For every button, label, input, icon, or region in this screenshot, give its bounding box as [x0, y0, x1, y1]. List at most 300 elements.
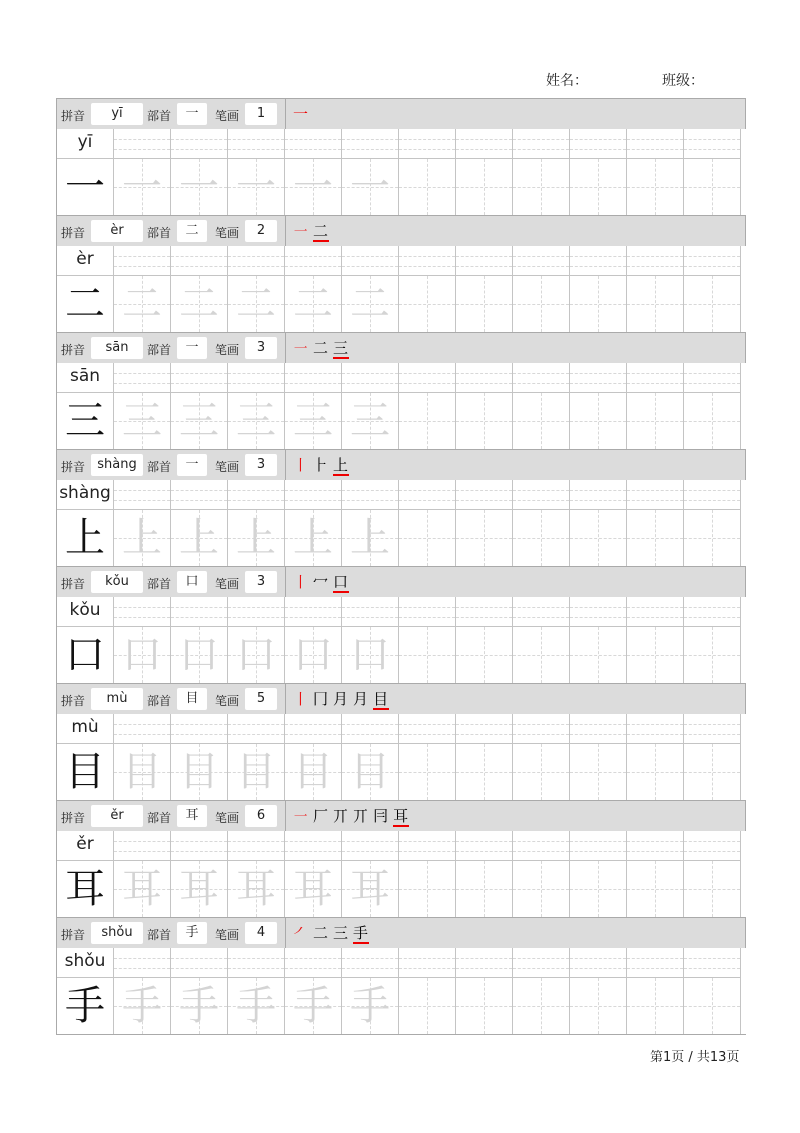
pinyin-practice-cell[interactable]	[342, 948, 399, 978]
guide-line	[684, 304, 740, 305]
pinyin-practice-cell[interactable]	[684, 480, 741, 510]
trace-cell[interactable]	[285, 159, 342, 215]
pinyin-practice-cell[interactable]	[285, 480, 342, 510]
pinyin-practice-cell[interactable]	[171, 363, 228, 393]
blank-practice-cell[interactable]	[399, 627, 456, 683]
guide-line	[570, 421, 626, 422]
info-row	[56, 567, 746, 597]
pinyin-practice-cell[interactable]	[513, 363, 570, 393]
stroke-step-base: 冖	[313, 573, 330, 591]
pinyin-cell	[57, 831, 114, 861]
pinyin-practice-cell[interactable]	[285, 363, 342, 393]
blank-practice-cell[interactable]	[684, 276, 741, 332]
strokes-label: 笔画	[215, 577, 240, 591]
pinyin-practice-cell[interactable]	[228, 480, 285, 510]
blank-practice-cell[interactable]	[627, 627, 684, 683]
character-block	[56, 801, 746, 918]
stroke-step	[333, 690, 349, 708]
pinyin-practice-cell[interactable]	[456, 597, 513, 627]
pinyin-practice-cell[interactable]	[342, 831, 399, 861]
trace-cell[interactable]	[114, 393, 171, 449]
trace-cell[interactable]	[228, 861, 285, 917]
trace-cell[interactable]	[114, 510, 171, 566]
blank-practice-cell[interactable]	[456, 393, 513, 449]
pinyin-practice-cell[interactable]	[684, 129, 741, 159]
pinyin-practice-cell[interactable]	[342, 480, 399, 510]
trace-character: 口	[350, 632, 390, 678]
pinyin-practice-cell[interactable]	[399, 363, 456, 393]
pinyin-practice-cell[interactable]	[228, 129, 285, 159]
trace-cell[interactable]	[114, 627, 171, 683]
pinyin-practice-cell[interactable]	[399, 246, 456, 276]
blank-practice-cell[interactable]	[627, 510, 684, 566]
character-block	[56, 567, 746, 684]
pinyin-practice-cell[interactable]	[570, 246, 627, 276]
blank-practice-cell[interactable]	[684, 744, 741, 800]
stroke-step	[333, 807, 349, 825]
pinyin-practice-cell[interactable]	[342, 597, 399, 627]
blank-practice-cell[interactable]	[627, 276, 684, 332]
pinyin-practice-cell[interactable]	[627, 363, 684, 393]
trace-cell[interactable]	[342, 510, 399, 566]
radical-value: 一	[177, 103, 207, 125]
trace-cell[interactable]	[285, 861, 342, 917]
radical-value: 手	[177, 922, 207, 944]
trace-cell[interactable]	[228, 978, 285, 1034]
model-character: 一	[65, 164, 105, 210]
stroke-step	[353, 690, 369, 708]
character-row	[56, 978, 746, 1035]
pinyin-practice-cell[interactable]	[342, 714, 399, 744]
pinyin-practice-cell[interactable]	[228, 831, 285, 861]
pinyin-row	[56, 948, 746, 978]
blank-practice-cell[interactable]	[627, 861, 684, 917]
pinyin-practice-cell[interactable]	[285, 714, 342, 744]
pinyin-row	[56, 714, 746, 744]
pinyin-practice-cell[interactable]	[171, 480, 228, 510]
pinyin-text: ěr	[76, 834, 94, 854]
pinyin-practice-cell[interactable]	[513, 831, 570, 861]
pinyin-practice-cell[interactable]	[114, 246, 171, 276]
blank-practice-cell[interactable]	[684, 510, 741, 566]
pinyin-practice-cell[interactable]	[228, 363, 285, 393]
pinyin-practice-cell[interactable]	[285, 831, 342, 861]
trace-cell[interactable]	[285, 627, 342, 683]
trace-cell[interactable]	[171, 861, 228, 917]
pinyin-practice-cell[interactable]	[513, 480, 570, 510]
model-character: 耳	[65, 866, 105, 912]
stroke-step	[373, 807, 389, 825]
strokes-value: 5	[245, 688, 277, 710]
pinyin-practice-cell[interactable]	[627, 480, 684, 510]
character-block	[56, 333, 746, 450]
stroke-step	[393, 807, 409, 825]
pinyin-practice-cell[interactable]	[513, 948, 570, 978]
trace-cell[interactable]	[342, 861, 399, 917]
stroke-step	[373, 690, 389, 708]
radical-value: 二	[177, 220, 207, 242]
guide-line	[399, 889, 455, 890]
blank-practice-cell[interactable]	[456, 276, 513, 332]
blank-practice-cell[interactable]	[513, 510, 570, 566]
blank-practice-cell[interactable]	[513, 393, 570, 449]
pinyin-practice-cell[interactable]	[228, 948, 285, 978]
stroke-order	[293, 219, 333, 243]
radical-label: 部首	[147, 226, 172, 240]
guide-line	[456, 889, 512, 890]
stroke-step-base: 二	[313, 222, 330, 240]
pinyin-practice-cell[interactable]	[456, 129, 513, 159]
pinyin-practice-cell[interactable]	[627, 597, 684, 627]
pinyin-row	[56, 363, 746, 393]
pinyin-practice-cell[interactable]	[114, 363, 171, 393]
stroke-step	[293, 573, 309, 591]
trace-cell[interactable]	[342, 744, 399, 800]
character-block	[56, 99, 746, 216]
name-label: 姓名：	[546, 73, 588, 89]
pinyin-practice-cell[interactable]	[684, 948, 741, 978]
blank-practice-cell[interactable]	[684, 393, 741, 449]
radical-label: 部首	[147, 928, 172, 942]
pinyin-practice-cell[interactable]	[627, 129, 684, 159]
pinyin-practice-cell[interactable]	[171, 129, 228, 159]
pinyin-practice-cell[interactable]	[399, 831, 456, 861]
trace-cell[interactable]	[285, 276, 342, 332]
character-block	[56, 216, 746, 333]
trace-cell[interactable]	[342, 978, 399, 1034]
radical-value: 口	[177, 571, 207, 593]
pinyin-practice-cell[interactable]	[513, 597, 570, 627]
trace-character: 二	[179, 281, 219, 327]
pinyin-row	[56, 831, 746, 861]
stroke-step-base: 上	[333, 456, 350, 474]
pinyin-practice-cell[interactable]	[570, 480, 627, 510]
model-character: 二	[65, 281, 105, 327]
pinyin-value: shǒu	[91, 922, 143, 944]
pinyin-practice-cell[interactable]	[684, 597, 741, 627]
pinyin-practice-cell[interactable]	[627, 831, 684, 861]
strokes-label: 笔画	[215, 928, 240, 942]
blank-practice-cell[interactable]	[570, 861, 627, 917]
blank-practice-cell[interactable]	[684, 978, 741, 1034]
trace-cell[interactable]	[171, 276, 228, 332]
blank-practice-cell[interactable]	[570, 510, 627, 566]
stroke-step	[313, 924, 329, 942]
pinyin-practice-cell[interactable]	[114, 714, 171, 744]
pinyin-practice-cell[interactable]	[684, 246, 741, 276]
radical-label: 部首	[147, 460, 172, 474]
guide-line	[627, 304, 683, 305]
pinyin-practice-cell[interactable]	[570, 714, 627, 744]
trace-cell[interactable]	[228, 627, 285, 683]
pinyin-practice-cell[interactable]	[114, 831, 171, 861]
blank-practice-cell[interactable]	[456, 627, 513, 683]
pinyin-practice-cell[interactable]	[228, 714, 285, 744]
model-character-cell	[57, 978, 114, 1034]
stroke-step	[313, 456, 329, 474]
stroke-step-base: 目	[373, 690, 390, 708]
blank-practice-cell[interactable]	[456, 744, 513, 800]
blank-practice-cell[interactable]	[513, 978, 570, 1034]
blank-practice-cell[interactable]	[570, 627, 627, 683]
pinyin-practice-cell[interactable]	[456, 246, 513, 276]
pinyin-label: 拼音	[61, 343, 86, 357]
pinyin-practice-cell[interactable]	[399, 714, 456, 744]
blank-practice-cell[interactable]	[570, 744, 627, 800]
pinyin-practice-cell[interactable]	[684, 363, 741, 393]
pinyin-practice-cell[interactable]	[627, 948, 684, 978]
stroke-step	[293, 105, 309, 123]
guide-line	[627, 1006, 683, 1007]
pinyin-practice-cell[interactable]	[342, 246, 399, 276]
trace-character: 目	[350, 749, 390, 795]
trace-cell[interactable]	[228, 276, 285, 332]
trace-cell[interactable]	[285, 978, 342, 1034]
pinyin-cell	[57, 948, 114, 978]
pinyin-practice-cell[interactable]	[342, 363, 399, 393]
blank-practice-cell[interactable]	[570, 393, 627, 449]
pinyin-practice-cell[interactable]	[285, 948, 342, 978]
blank-practice-cell[interactable]	[627, 978, 684, 1034]
pinyin-practice-cell[interactable]	[285, 129, 342, 159]
info-row	[56, 333, 746, 363]
trace-cell[interactable]	[171, 393, 228, 449]
guide-line	[513, 655, 569, 656]
guide-line	[684, 889, 740, 890]
stroke-step	[313, 690, 329, 708]
pinyin-practice-cell[interactable]	[114, 480, 171, 510]
trace-character: 手	[122, 983, 162, 1029]
divider	[285, 567, 286, 597]
guide-line	[513, 1006, 569, 1007]
trace-character: 三	[293, 398, 333, 444]
trace-cell[interactable]	[228, 393, 285, 449]
pinyin-practice-cell[interactable]	[342, 129, 399, 159]
guide-line	[684, 538, 740, 539]
pinyin-practice-cell[interactable]	[570, 129, 627, 159]
pinyin-practice-cell[interactable]	[570, 831, 627, 861]
divider	[285, 216, 286, 246]
stroke-order	[293, 687, 393, 711]
pinyin-practice-cell[interactable]	[399, 480, 456, 510]
pinyin-value: ěr	[91, 805, 143, 827]
trace-cell[interactable]	[285, 510, 342, 566]
divider	[285, 333, 286, 363]
strokes-label: 笔画	[215, 343, 240, 357]
pinyin-practice-cell[interactable]	[171, 597, 228, 627]
blank-practice-cell[interactable]	[399, 276, 456, 332]
pinyin-practice-cell[interactable]	[513, 246, 570, 276]
divider	[285, 450, 286, 480]
blank-practice-cell[interactable]	[456, 159, 513, 215]
blank-practice-cell[interactable]	[627, 393, 684, 449]
pinyin-value: mù	[91, 688, 143, 710]
character-row	[56, 744, 746, 801]
pinyin-practice-cell[interactable]	[684, 831, 741, 861]
guide-line	[627, 187, 683, 188]
pinyin-practice-cell[interactable]	[171, 948, 228, 978]
trace-character: 目	[122, 749, 162, 795]
stroke-order	[293, 804, 413, 828]
pinyin-practice-cell[interactable]	[627, 714, 684, 744]
guide-line	[399, 1006, 455, 1007]
trace-character: 上	[350, 515, 390, 561]
radical-label: 部首	[147, 343, 172, 357]
strokes-value: 4	[245, 922, 277, 944]
trace-cell[interactable]	[171, 627, 228, 683]
stroke-step	[293, 456, 309, 474]
pinyin-label: 拼音	[61, 460, 86, 474]
blank-practice-cell[interactable]	[570, 276, 627, 332]
pinyin-practice-cell[interactable]	[171, 714, 228, 744]
pinyin-practice-cell[interactable]	[399, 948, 456, 978]
blank-practice-cell[interactable]	[399, 978, 456, 1034]
info-row	[56, 918, 746, 948]
trace-cell[interactable]	[114, 276, 171, 332]
pinyin-practice-cell[interactable]	[399, 597, 456, 627]
character-row	[56, 159, 746, 216]
pinyin-practice-cell[interactable]	[114, 597, 171, 627]
pinyin-row	[56, 597, 746, 627]
pinyin-practice-cell[interactable]	[285, 246, 342, 276]
stroke-step-base: 二	[313, 339, 330, 357]
trace-character: 二	[236, 281, 276, 327]
pinyin-practice-cell[interactable]	[456, 948, 513, 978]
blank-practice-cell[interactable]	[399, 393, 456, 449]
blank-practice-cell[interactable]	[570, 978, 627, 1034]
trace-cell[interactable]	[342, 159, 399, 215]
guide-line	[513, 772, 569, 773]
blank-practice-cell[interactable]	[399, 159, 456, 215]
stroke-step-base: 三	[333, 924, 350, 942]
strokes-label: 笔画	[215, 460, 240, 474]
guide-line	[684, 421, 740, 422]
blank-practice-cell[interactable]	[627, 159, 684, 215]
trace-character: 耳	[179, 866, 219, 912]
trace-cell[interactable]	[114, 861, 171, 917]
pinyin-practice-cell[interactable]	[456, 714, 513, 744]
pinyin-practice-cell[interactable]	[171, 246, 228, 276]
strokes-label: 笔画	[215, 694, 240, 708]
trace-character: 二	[122, 281, 162, 327]
blank-practice-cell[interactable]	[684, 159, 741, 215]
blank-practice-cell[interactable]	[399, 861, 456, 917]
pinyin-cell	[57, 246, 114, 276]
divider	[285, 99, 286, 129]
trace-cell[interactable]	[171, 978, 228, 1034]
blank-practice-cell[interactable]	[513, 159, 570, 215]
trace-cell[interactable]	[285, 393, 342, 449]
trace-cell[interactable]	[228, 744, 285, 800]
guide-line	[456, 772, 512, 773]
strokes-label: 笔画	[215, 811, 240, 825]
trace-character: 目	[293, 749, 333, 795]
blank-practice-cell[interactable]	[456, 510, 513, 566]
trace-cell[interactable]	[171, 744, 228, 800]
blank-practice-cell[interactable]	[513, 744, 570, 800]
info-row	[56, 684, 746, 714]
stroke-step	[313, 573, 329, 591]
pinyin-practice-cell[interactable]	[513, 714, 570, 744]
character-row	[56, 276, 746, 333]
character-row	[56, 510, 746, 567]
trace-cell[interactable]	[171, 159, 228, 215]
pinyin-practice-cell[interactable]	[570, 597, 627, 627]
trace-character: 上	[122, 515, 162, 561]
trace-cell[interactable]	[114, 159, 171, 215]
blank-practice-cell[interactable]	[513, 861, 570, 917]
stroke-step-base: 手	[353, 924, 370, 942]
pinyin-value: yī	[91, 103, 143, 125]
pinyin-practice-cell[interactable]	[684, 714, 741, 744]
trace-character: 上	[236, 515, 276, 561]
blank-practice-cell[interactable]	[399, 510, 456, 566]
radical-value: 一	[177, 337, 207, 359]
guide-line	[513, 538, 569, 539]
trace-cell[interactable]	[342, 627, 399, 683]
pinyin-practice-cell[interactable]	[228, 597, 285, 627]
blank-practice-cell[interactable]	[513, 276, 570, 332]
blank-practice-cell[interactable]	[684, 627, 741, 683]
guide-line	[627, 889, 683, 890]
pinyin-practice-cell[interactable]	[114, 129, 171, 159]
trace-cell[interactable]	[171, 510, 228, 566]
trace-cell[interactable]	[342, 276, 399, 332]
model-character-cell	[57, 393, 114, 449]
strokes-value: 3	[245, 337, 277, 359]
stroke-step-base: 月	[333, 690, 350, 708]
pinyin-practice-cell[interactable]	[114, 948, 171, 978]
pinyin-practice-cell[interactable]	[456, 363, 513, 393]
blank-practice-cell[interactable]	[456, 861, 513, 917]
pinyin-practice-cell[interactable]	[570, 948, 627, 978]
pinyin-practice-cell[interactable]	[171, 831, 228, 861]
guide-line	[456, 538, 512, 539]
pinyin-practice-cell[interactable]	[399, 129, 456, 159]
pinyin-practice-cell[interactable]	[570, 363, 627, 393]
pinyin-practice-cell[interactable]	[627, 246, 684, 276]
trace-cell[interactable]	[285, 744, 342, 800]
trace-cell[interactable]	[114, 744, 171, 800]
model-character: 口	[65, 632, 105, 678]
model-character: 三	[65, 398, 105, 444]
stroke-step-new: 一	[293, 105, 310, 123]
class-label: 班级：	[662, 73, 704, 89]
trace-cell[interactable]	[228, 510, 285, 566]
trace-character: 一	[179, 164, 219, 210]
trace-cell[interactable]	[114, 978, 171, 1034]
blank-practice-cell[interactable]	[513, 627, 570, 683]
blank-practice-cell[interactable]	[570, 159, 627, 215]
blank-practice-cell[interactable]	[627, 744, 684, 800]
pinyin-practice-cell[interactable]	[456, 831, 513, 861]
stroke-step-base: 厂	[313, 807, 330, 825]
pinyin-text: sān	[69, 366, 101, 386]
pinyin-practice-cell[interactable]	[285, 597, 342, 627]
pinyin-practice-cell[interactable]	[513, 129, 570, 159]
blank-practice-cell[interactable]	[684, 861, 741, 917]
pinyin-practice-cell[interactable]	[456, 480, 513, 510]
guide-line	[684, 187, 740, 188]
trace-character: 上	[293, 515, 333, 561]
blank-practice-cell[interactable]	[456, 978, 513, 1034]
strokes-label: 笔画	[215, 109, 240, 123]
stroke-step-new: ㇒	[293, 924, 310, 942]
trace-cell[interactable]	[342, 393, 399, 449]
trace-cell[interactable]	[228, 159, 285, 215]
pinyin-practice-cell[interactable]	[228, 246, 285, 276]
blank-practice-cell[interactable]	[399, 744, 456, 800]
